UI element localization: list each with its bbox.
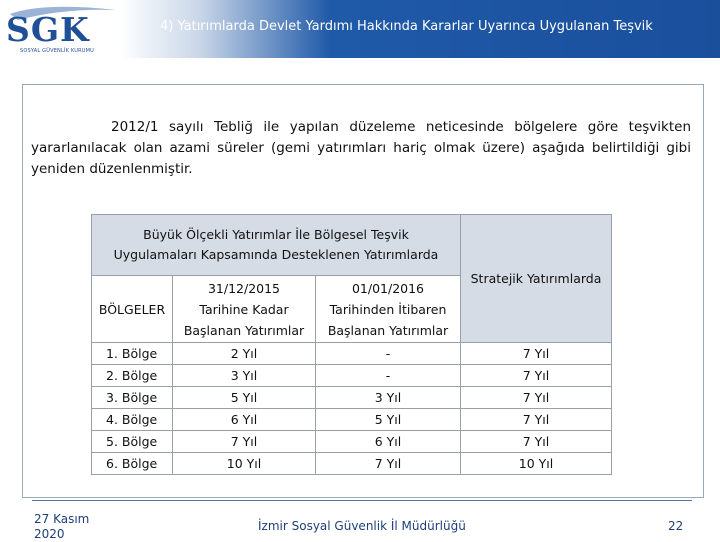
col-region-header: BÖLGELER	[92, 276, 173, 343]
footer-organization: İzmir Sosyal Güvenlik İl Müdürlüğü	[258, 519, 466, 533]
after-cell: -	[316, 365, 461, 387]
intro-paragraph	[31, 117, 691, 180]
header-strategic-cell: Stratejik Yatırımlarda	[461, 215, 612, 343]
footer-date-line1: 27 Kasım	[34, 512, 90, 526]
before-cell: 5 Yıl	[173, 387, 316, 409]
strategic-cell: 7 Yıl	[461, 409, 612, 431]
before-cell: 10 Yıl	[173, 453, 316, 475]
header-group-line1: Büyük Ölçekli Yatırımlar İle Bölgesel Teşvik	[143, 227, 409, 242]
before-cell: 7 Yıl	[173, 431, 316, 453]
footer-date	[34, 512, 89, 542]
before-cell: 2 Yıl	[173, 343, 316, 365]
slide-header	[0, 0, 720, 58]
table-row	[92, 409, 612, 431]
col-after-line2: Tarihinden İtibaren	[329, 301, 447, 317]
strategic-cell: 7 Yıl	[461, 343, 612, 365]
table-row	[92, 343, 612, 365]
strategic-cell: 7 Yıl	[461, 387, 612, 409]
after-cell: 3 Yıl	[316, 387, 461, 409]
col-before-header	[173, 276, 316, 343]
col-after-line1: 01/01/2016	[351, 280, 425, 296]
table-row	[92, 431, 612, 453]
slide-title: 4) Yatırımlarda Devlet Yardımı Hakkında Kararlar Uyarınca Uygulanan Teşvik	[160, 19, 653, 34]
footer-page-number: 22	[668, 519, 684, 533]
table-row	[92, 453, 612, 475]
before-cell: 6 Yıl	[173, 409, 316, 431]
table-row	[92, 387, 612, 409]
col-before-line3: Başlanan Yatırımlar	[183, 322, 305, 338]
col-after-header	[316, 276, 461, 343]
region-cell: 6. Bölge	[92, 453, 173, 475]
strategic-cell: 7 Yıl	[461, 431, 612, 453]
sgk-logo	[4, 4, 122, 56]
after-cell: 5 Yıl	[316, 409, 461, 431]
logo-text: SGK	[6, 10, 90, 49]
region-cell: 2. Bölge	[92, 365, 173, 387]
footer-divider	[32, 500, 692, 501]
col-after-line3: Başlanan Yatırımlar	[327, 322, 449, 338]
strategic-cell: 10 Yıl	[461, 453, 612, 475]
after-cell: -	[316, 343, 461, 365]
before-cell: 3 Yıl	[173, 365, 316, 387]
footer-date-line2: 2020	[34, 527, 65, 541]
col-before-line1: 31/12/2015	[207, 280, 281, 296]
region-cell: 1. Bölge	[92, 343, 173, 365]
content-box	[22, 84, 704, 498]
after-cell: 7 Yıl	[316, 453, 461, 475]
strategic-cell: 7 Yıl	[461, 365, 612, 387]
region-cell: 5. Bölge	[92, 431, 173, 453]
after-cell: 6 Yıl	[316, 431, 461, 453]
table-row	[92, 365, 612, 387]
header-group-line2: Uygulamaları Kapsamında Desteklenen Yatırımlarda	[113, 247, 439, 262]
header-group-cell	[92, 215, 461, 276]
incentive-duration-table	[91, 214, 612, 475]
region-cell: 4. Bölge	[92, 409, 173, 431]
table-header-row	[92, 215, 612, 276]
intro-paragraph-text: 2012/1 sayılı Tebliğ ile yapılan düzeleme neticesinde bölgelere göre teşvikten yararlanılacak olan azami süreler (gemi yatırımları hariç olmak üzere) aşağıda belirtildiği gibi yeniden düzenlenmiştir.	[31, 119, 691, 177]
region-cell: 3. Bölge	[92, 387, 173, 409]
col-before-line2: Tarihine Kadar	[199, 301, 289, 317]
logo-subtext: SOSYAL GÜVENLİK KURUMU	[20, 48, 95, 54]
